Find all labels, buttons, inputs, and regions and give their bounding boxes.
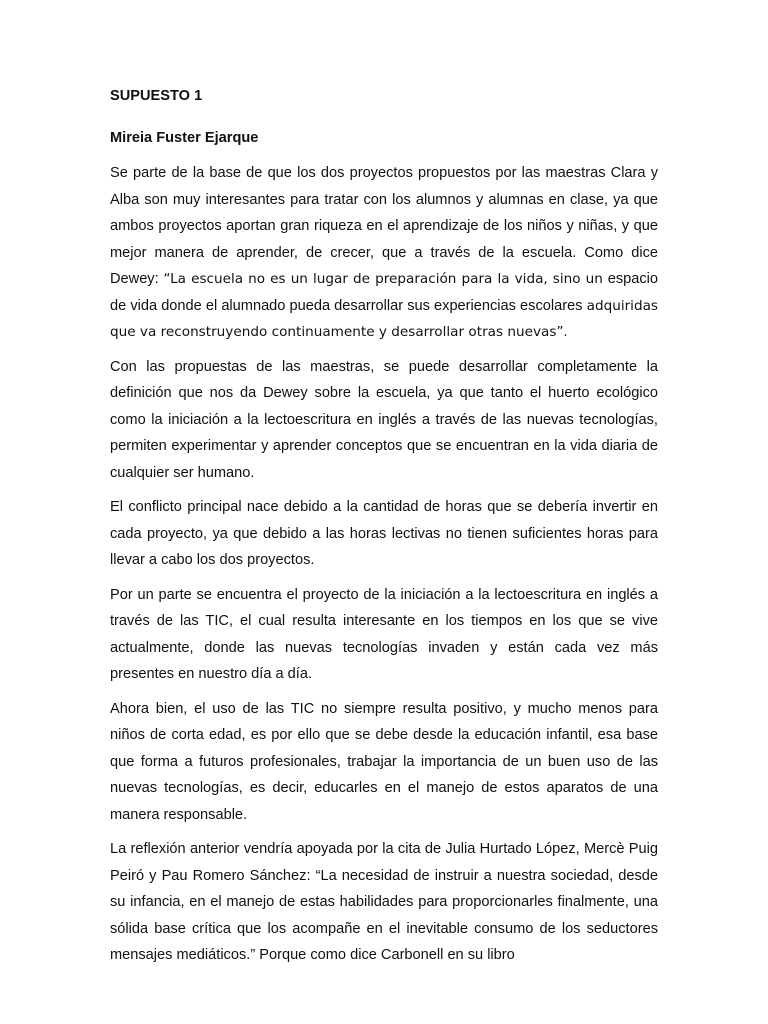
document-author: Mireia Fuster Ejarque bbox=[110, 129, 259, 146]
paragraph-1-intro: Se parte de la base de que los dos proyectos propuestos por las maestras Clara y Alba son muy interesantes para tratar con los alumnos y alumnas en clase, ya que ambos proyectos aportan gran riqueza en el aprendizaje de los niños y niñas, y que mejor manera de aprender, de crecer, que a través de la escuela. Como dice Dewey: bbox=[110, 165, 658, 287]
dewey-quote-part-3: adquiridas que va reconstruyendo continuamente y desarrollar otras nuevas” bbox=[110, 297, 658, 340]
paragraph-1-end: . bbox=[563, 324, 568, 340]
paragraph-4: Por un parte se encuentra el proyecto de la iniciación a la lectoescritura en inglés a través de las TIC, el cual resulta interesante en los tiempos en los que se vive actualmente, donde las nuevas tecnologías invaden y están cada vez más presentes en nuestro día a día. bbox=[110, 586, 658, 682]
document-title: SUPUESTO 1 bbox=[110, 88, 203, 104]
dewey-quote-part-1: “La escuela no es un lugar de preparación para la vida, sino un bbox=[163, 271, 603, 287]
paragraph-3: El conflicto principal nace debido a la cantidad de horas que se debería invertir en cada proyecto, ya que debido a las horas lectivas no tienen suficientes horas para llevar a cabo los dos proyectos. bbox=[110, 499, 658, 568]
paragraph-5: Ahora bien, el uso de las TIC no siempre resulta positivo, y mucho menos para niños de corta edad, es por ello que se debe desde la educación infantil, esa base que forma a futuros profesionales, trabajar la importancia de un buen uso de las nuevas tecnologías, es decir, educarles en el manejo de estos aparatos de una manera responsable. bbox=[110, 700, 658, 823]
paragraph-2: Con las propuestas de las maestras, se puede desarrollar completamente la definición que nos da Dewey sobre la escuela, ya que tanto el huerto ecológico como la iniciación a la lectoescritura en inglés a través de las nuevas tecnologías, permiten experimentar y aprender conceptos que se encuentran en la vida diaria de cualquier ser humano. bbox=[110, 358, 658, 481]
dewey-quote-part-2: espacio de vida donde el alumnado pueda desarrollar sus experiencias escolares bbox=[110, 271, 659, 314]
paragraph-1 bbox=[110, 160, 658, 346]
document-page bbox=[110, 83, 658, 977]
paragraph-6: La reflexión anterior vendría apoyada por la cita de Julia Hurtado López, Mercè Puig Peiró y Pau Romero Sánchez: “La necesidad de instruir a nuestra sociedad, desde su infancia, en el manejo de estas habilidades para proporcionarles finalmente, una sólida base crítica que los acompañe en el inevitable consumo de los seductores mensajes mediáticos.” Porque como dice Carbonell en su libro bbox=[110, 841, 658, 963]
